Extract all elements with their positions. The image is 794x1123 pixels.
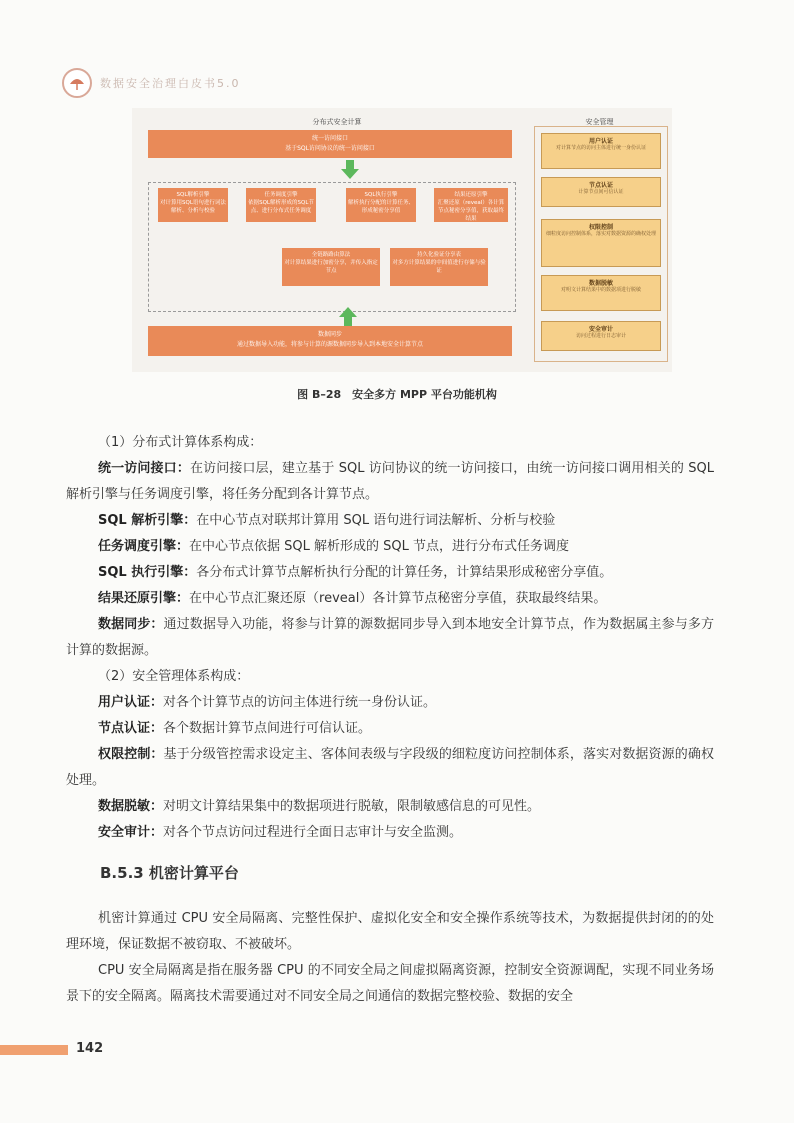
arrow-stem-down	[346, 160, 354, 169]
mgmt-data-masking	[541, 275, 661, 311]
access-desc: 基于SQL访问协议的统一访问接口	[285, 145, 375, 152]
figure-left-title: 分布式安全计算	[312, 118, 362, 126]
para-text: 通过数据导入功能，将参与计算的源数据同步导入到本地安全计算节点，作为数据属主参与多方计算的数据源。	[66, 617, 714, 658]
engine-result-reveal	[434, 188, 508, 222]
mgmt-desc: 细粒度访问控制体系，落实对数据资源的确权处理	[545, 231, 656, 237]
paragraph	[66, 664, 714, 690]
engine-desc: 汇聚还原（reveal）各计算节点秘密分享值，获取最终结果	[437, 200, 505, 222]
mgmt-title: 权限控制	[588, 224, 613, 231]
mgmt-access-control	[541, 219, 661, 267]
para-text: 在中心节点依据 SQL 解析形成的 SQL 节点，进行分布式任务调度	[189, 539, 569, 554]
mgmt-title: 节点认证	[588, 182, 613, 189]
data-sync-box	[148, 326, 512, 356]
term-label: 权限控制：	[98, 747, 164, 762]
mgmt-desc: 访问过程进行日志审计	[575, 333, 626, 339]
para-text: 对各个节点访问过程进行全面日志审计与安全监测。	[163, 825, 463, 840]
engine-title: 任务调度引擎	[264, 192, 298, 198]
mgmt-node-auth	[541, 177, 661, 207]
running-title: 数据安全治理白皮书5.0	[100, 77, 241, 90]
paragraph	[66, 508, 714, 534]
paragraph	[66, 456, 714, 508]
term-label: 数据同步：	[98, 617, 164, 632]
paragraph	[66, 742, 714, 794]
term-label: 数据脱敏：	[98, 799, 164, 814]
para-text: 对明文计算结果集中的数据项进行脱敏，限制敏感信息的可见性。	[163, 799, 541, 814]
para-text: CPU 安全局隔离是指在服务器 CPU 的不同安全局之间虚拟隔离资源，控制安全资源调配，实现不同业务场景下的安全隔离。隔离技术需要通过对不同安全局之间通信的数据完整校验、数据的安全	[66, 963, 714, 1004]
sync-desc: 通过数据导入功能，将参与计算的源数据同步导入到本地安全计算节点	[236, 341, 423, 348]
paragraph	[66, 690, 714, 716]
para-text: 基于分级管控需求设定主、客体间表级与字段级的细粒度访问控制体系，落实对数据资源的确权处理。	[66, 747, 714, 788]
paragraph	[66, 958, 714, 1010]
arrow-up-icon	[339, 307, 357, 317]
term-label: 任务调度引擎：	[98, 539, 190, 554]
running-head	[62, 66, 241, 100]
term-label: 统一访问接口：	[98, 461, 190, 476]
arrow-down-icon	[341, 169, 359, 179]
term-label: 结果还原引擎：	[98, 591, 190, 606]
footer-accent-bar	[0, 1045, 68, 1055]
mgmt-desc: 计算节点间可信认证	[578, 189, 624, 195]
engine-desc: 对多方计算结果的中间值进行存储与验证	[392, 260, 486, 274]
paragraph	[66, 430, 714, 456]
para-text: 在中心节点对联邦计算用 SQL 语句进行词法解析、分析与校验	[196, 513, 556, 528]
engine-routing	[282, 248, 380, 286]
body-section-1	[66, 430, 714, 846]
term-label: 用户认证：	[98, 695, 164, 710]
access-title: 统一访问接口	[311, 135, 348, 142]
security-management-column	[534, 126, 668, 362]
para-text: 在访问接口层，建立基于 SQL 访问协议的统一访问接口，由统一访问接口调用相关的 SQL 解析引擎与任务调度引擎，将任务分配到各计算节点。	[66, 461, 714, 502]
para-text: 在中心节点汇聚还原（reveal）各计算节点秘密分享值，获取最终结果。	[189, 591, 607, 606]
page-number: 142	[76, 1041, 104, 1056]
term-label: 节点认证：	[98, 721, 164, 736]
mgmt-title: 用户认证	[588, 138, 613, 145]
para-text: 各分布式计算节点解析执行分配的计算任务，计算结果形成秘密分享值。	[196, 565, 613, 580]
mgmt-desc: 对计算节点的访问主体进行统一身份认证	[555, 145, 646, 151]
para-text: （1）分布式计算体系构成：	[98, 435, 263, 450]
body-section-2	[66, 906, 714, 1010]
figure-right-title: 安全管理	[585, 118, 614, 126]
engine-title: 结果还原引擎	[454, 192, 488, 198]
access-interface-box	[148, 130, 512, 158]
term-label: SQL 执行引擎：	[98, 565, 197, 580]
mgmt-title: 数据脱敏	[588, 280, 613, 287]
paragraph	[66, 586, 714, 612]
figure-caption: 图 B–28 安全多方 MPP 平台功能机构	[297, 388, 497, 401]
para-text: 机密计算通过 CPU 安全局隔离、完整性保护、虚拟化安全和安全操作系统等技术，为数据提供封闭的的处理环境，保证数据不被窃取、不被破坏。	[66, 911, 714, 952]
paragraph	[66, 906, 714, 958]
arrow-stem-up	[344, 317, 352, 326]
logo-icon	[62, 68, 92, 98]
engine-title: 持久化验证分享表	[416, 252, 461, 258]
sync-title: 数据同步	[317, 331, 342, 338]
para-text: （2）安全管理体系构成：	[98, 669, 250, 684]
engine-sql-parse	[158, 188, 228, 222]
paragraph	[66, 534, 714, 560]
engine-desc: 对计算用SQL语句进行词法解析、分析与校验	[160, 200, 226, 214]
engine-title: 全链路路由算法	[311, 252, 351, 258]
section-heading: B.5.3 机密计算平台	[100, 864, 239, 882]
engine-sql-exec	[346, 188, 416, 222]
term-label: 安全审计：	[98, 825, 164, 840]
paragraph	[66, 560, 714, 586]
engine-desc: 对计算结果进行加密分享，并传入指定节点	[284, 260, 378, 274]
paragraph	[66, 716, 714, 742]
engine-task-schedule	[246, 188, 316, 222]
engine-desc: 解析执行分配的计算任务、形成秘密分享值	[348, 200, 415, 214]
paragraph	[66, 820, 714, 846]
mgmt-desc: 对明文计算结果中的数据项进行脱敏	[560, 287, 641, 293]
engine-title: SQL执行引擎	[364, 192, 398, 198]
mgmt-security-audit	[541, 321, 661, 351]
figure-diagram	[132, 108, 672, 372]
engine-desc: 依据SQL解析形成的SQL节点、进行分布式任务调度	[248, 200, 314, 214]
paragraph	[66, 612, 714, 664]
engine-persistence	[390, 248, 488, 286]
engine-title: SQL解析引擎	[176, 192, 210, 198]
term-label: SQL 解析引擎：	[98, 513, 197, 528]
paragraph	[66, 794, 714, 820]
para-text: 对各个计算节点的访问主体进行统一身份认证。	[163, 695, 437, 710]
mgmt-user-auth	[541, 133, 661, 169]
para-text: 各个数据计算节点间进行可信认证。	[163, 721, 372, 736]
mgmt-title: 安全审计	[588, 326, 613, 333]
